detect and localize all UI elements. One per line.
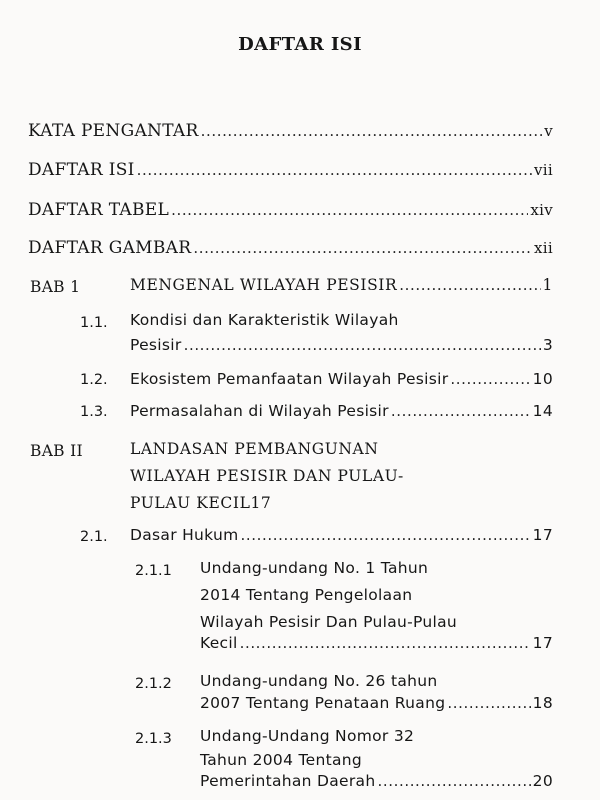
subsection-title: Undang-Undang Nomor 32 bbox=[200, 727, 415, 745]
subsection-title: Undang-undang No. 1 Tahun bbox=[200, 559, 429, 577]
toc-entry-page: 1 bbox=[542, 276, 553, 294]
section-1-1-entry bbox=[130, 336, 553, 354]
section-title: Permasalahan di Wilayah Pesisir bbox=[130, 402, 389, 420]
section-title: Dasar Hukum bbox=[130, 526, 239, 544]
toc-entry-page: v bbox=[544, 122, 553, 140]
dot-leader bbox=[193, 239, 532, 257]
dot-leader bbox=[447, 694, 530, 712]
toc-entry-page: 17 bbox=[532, 526, 553, 544]
subsection-title: Wilayah Pesisir Dan Pulau-Pulau bbox=[200, 613, 458, 631]
subsection-title: 2014 Tentang Pengelolaan bbox=[200, 586, 413, 604]
subsection-number: 2.1.3 bbox=[135, 731, 172, 747]
dot-leader bbox=[184, 336, 541, 354]
chapter-title: WILAYAH PESISIR DAN PULAU- bbox=[130, 467, 404, 485]
toc-entry-daftar-gambar bbox=[28, 238, 553, 258]
toc-entry-label: DAFTAR TABEL bbox=[28, 200, 170, 220]
subsection-title-continued: Kecil bbox=[200, 634, 238, 652]
section-number: 2.1. bbox=[80, 529, 108, 545]
toc-entry-page: 10 bbox=[532, 370, 553, 388]
chapter-title: LANDASAN PEMBANGUNAN bbox=[130, 440, 379, 458]
chapter-label: BAB II bbox=[30, 442, 83, 460]
chapter-label: BAB 1 bbox=[30, 278, 81, 296]
subsection-title: Undang-undang No. 26 tahun bbox=[200, 672, 438, 690]
subsection-title-continued: Pemerintahan Daerah bbox=[200, 772, 376, 790]
chapter-title: PULAU KECIL17 bbox=[130, 494, 272, 512]
section-number: 1.3. bbox=[80, 404, 108, 420]
toc-entry-label: DAFTAR GAMBAR bbox=[28, 238, 192, 258]
toc-entry-page: 14 bbox=[532, 402, 553, 420]
section-1-3-entry bbox=[130, 402, 553, 420]
subsection-2-1-1-entry bbox=[200, 634, 553, 652]
dot-leader bbox=[171, 201, 528, 219]
toc-entry-label: KATA PENGANTAR bbox=[28, 121, 199, 141]
section-1-2-entry bbox=[130, 370, 553, 388]
section-title: Ekosistem Pemanfaatan Wilayah Pesisir bbox=[130, 370, 449, 388]
section-number: 1.2. bbox=[80, 372, 108, 388]
toc-entry-label: DAFTAR ISI bbox=[28, 160, 135, 180]
subsection-2-1-3-entry bbox=[200, 772, 553, 790]
toc-entry-page: 3 bbox=[542, 336, 553, 354]
chapter-title: MENGENAL WILAYAH PESISIR bbox=[130, 276, 398, 294]
toc-entry-page: 17 bbox=[532, 634, 553, 652]
dot-leader bbox=[240, 634, 531, 652]
section-title-continued: Pesisir bbox=[130, 336, 182, 354]
subsection-number: 2.1.1 bbox=[135, 563, 172, 579]
toc-entry-daftar-tabel bbox=[28, 200, 553, 220]
subsection-number: 2.1.2 bbox=[135, 676, 172, 692]
subsection-2-1-2-entry bbox=[200, 694, 553, 712]
dot-leader bbox=[450, 370, 530, 388]
toc-entry-kata-pengantar bbox=[28, 121, 553, 141]
dot-leader bbox=[377, 772, 530, 790]
subsection-title: Tahun 2004 Tentang bbox=[200, 751, 363, 769]
chapter-1-entry bbox=[130, 276, 553, 294]
subsection-title-continued: 2007 Tentang Penataan Ruang bbox=[200, 694, 446, 712]
toc-entry-page: xii bbox=[534, 239, 553, 257]
dot-leader bbox=[137, 161, 532, 179]
dot-leader bbox=[391, 402, 531, 420]
section-2-1-entry bbox=[130, 526, 553, 544]
dot-leader bbox=[241, 526, 531, 544]
toc-entry-daftar-isi bbox=[28, 160, 553, 180]
dot-leader bbox=[201, 122, 543, 140]
toc-entry-page: 18 bbox=[532, 694, 553, 712]
toc-entry-page: 20 bbox=[532, 772, 553, 790]
page-title: DAFTAR ISI bbox=[238, 34, 362, 55]
dot-leader bbox=[399, 276, 540, 294]
toc-entry-page: vii bbox=[534, 161, 553, 179]
section-title: Kondisi dan Karakteristik Wilayah bbox=[130, 311, 399, 329]
toc-entry-page: xiv bbox=[530, 201, 553, 219]
section-number: 1.1. bbox=[80, 315, 108, 331]
